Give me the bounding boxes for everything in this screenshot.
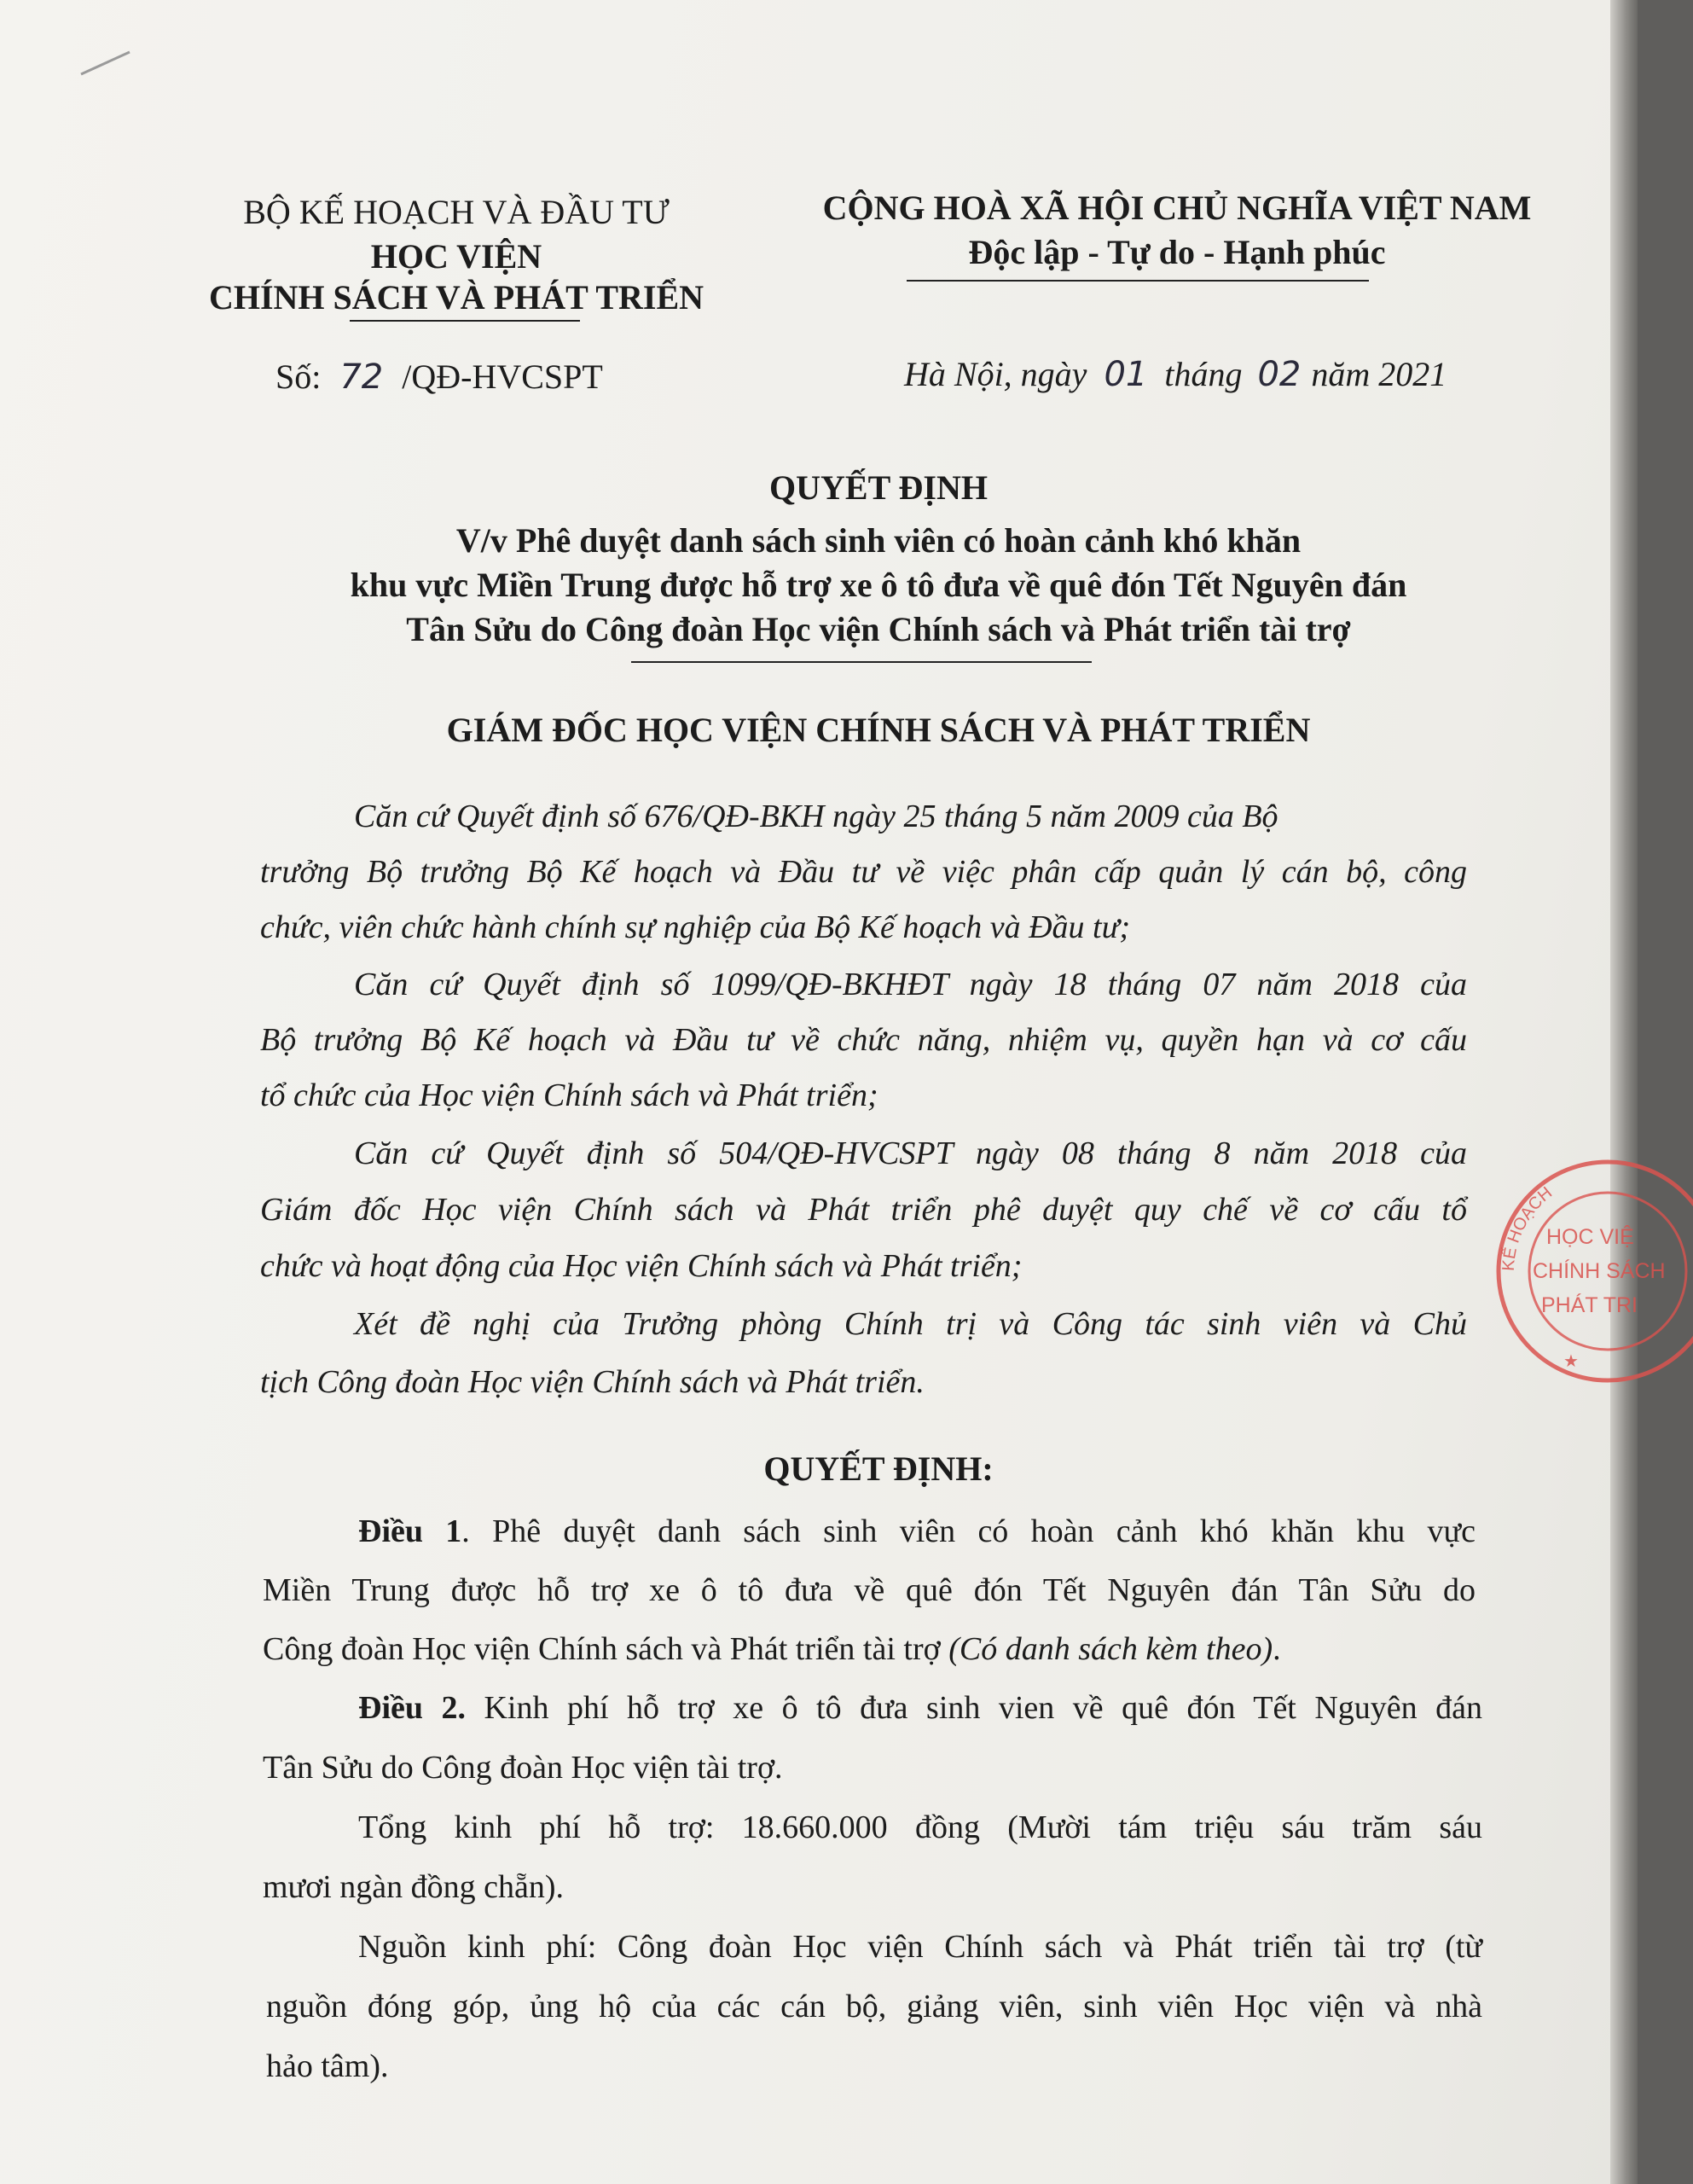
attachment-note: (Có danh sách kèm theo): [948, 1631, 1273, 1667]
article-1-line-1: Điều 1. Phê duyệt danh sách sinh viên có hoàn cảnh khó khăn khu vực: [358, 1513, 1476, 1549]
date-month: 02: [1257, 355, 1302, 394]
subject-line-3: Tân Sửu do Công đoàn Học viện Chính sách và Phát triển tài trợ: [406, 610, 1351, 648]
article-2-line-2: Tân Sửu do Công đoàn Học viện tài trợ.: [263, 1750, 783, 1786]
national-motto: Độc lập - Tự do - Hạnh phúc: [968, 233, 1386, 271]
ministry-name: BỘ KẾ HOẠCH VÀ ĐẦU TƯ: [243, 193, 670, 231]
date-place: Hà Nội, ngày: [904, 355, 1087, 393]
official-seal: [1480, 1143, 1693, 1399]
article-2-label: Điều 2.: [358, 1690, 466, 1726]
preamble-line: trưởng Bộ trưởng Bộ Kế hoạch và Đầu tư về việc phân cấp quản lý cán bộ, công: [260, 854, 1467, 890]
preamble-line: chức và hoạt động của Học viện Chính sách và Phát triển;: [260, 1248, 1023, 1284]
nation-name: CỘNG HOÀ XÃ HỘI CHỦ NGHĨA VIỆT NAM: [822, 189, 1532, 227]
total-funding-line-1: Tổng kinh phí hỗ trợ: 18.660.000 đồng (Mười tám triệu sáu trăm sáu: [358, 1809, 1482, 1845]
funding-source-line-2: nguồn đóng góp, ủng hộ của các cán bộ, giảng viên, sinh viên Học viện và nhà: [266, 1989, 1482, 2024]
institute-name-line1: HỌC VIỆN: [370, 237, 542, 276]
subject-line-1: V/v Phê duyệt danh sách sinh viên có hoàn cảnh khó khăn: [455, 521, 1302, 560]
institute-name-line2: CHÍNH SÁCH VÀ PHÁT TRIỂN: [208, 278, 704, 317]
article-2-line-1: Điều 2. Kinh phí hỗ trợ xe ô tô đưa sinh vien về quê đón Tết Nguyên đán: [358, 1690, 1482, 1726]
subject-line-2: khu vực Miền Trung được hỗ trợ xe ô tô đưa về quê đón Tết Nguyên đán: [350, 566, 1407, 604]
seal-line-3: PHÁT TRI: [1541, 1293, 1638, 1317]
date-month-label: tháng: [1164, 355, 1243, 393]
seal-line-2: CHÍNH SÁCH: [1533, 1259, 1666, 1283]
preamble-line: tịch Công đoàn Học viện Chính sách và Phát triển.: [260, 1364, 925, 1400]
preamble-line: tổ chức của Học viện Chính sách và Phát triển;: [260, 1077, 878, 1113]
institute-underline: [350, 320, 580, 322]
article-1-line-2: Miền Trung được hỗ trợ xe ô tô đưa về quê đón Tết Nguyên đán Tân Sửu do: [263, 1572, 1476, 1608]
handwritten-number: 72: [339, 357, 384, 397]
funding-source-line-1: Nguồn kinh phí: Công đoàn Học viện Chính sách và Phát triển tài trợ (từ: [358, 1929, 1482, 1965]
preamble-line: Bộ trưởng Bộ Kế hoạch và Đầu tư về chức năng, nhiệm vụ, quyền hạn và cơ cấu: [260, 1022, 1467, 1058]
article-1-line-3: Công đoàn Học viện Chính sách và Phát triển tài trợ (Có danh sách kèm theo).: [263, 1631, 1281, 1667]
total-funding-line-2: mươi ngàn đồng chẵn).: [263, 1869, 565, 1905]
preamble-line: Căn cứ Quyết định số 504/QĐ-HVCSPT ngày 08 tháng 8 năm 2018 của: [354, 1136, 1467, 1171]
date-year: năm 2021: [1311, 355, 1447, 393]
place-and-date: [904, 354, 1447, 394]
preamble-line: Căn cứ Quyết định số 676/QĐ-BKH ngày 25 tháng 5 năm 2009 của Bộ: [354, 799, 1278, 834]
preamble-line: Căn cứ Quyết định số 1099/QĐ-BKHĐT ngày 18 tháng 07 năm 2018 của: [354, 967, 1467, 1002]
issuing-authority: GIÁM ĐỐC HỌC VIỆN CHÍNH SÁCH VÀ PHÁT TRIỂN: [446, 711, 1311, 749]
funding-source-line-3: hảo tâm).: [266, 2048, 389, 2084]
number-suffix: /QĐ-HVCSPT: [402, 357, 603, 396]
seal-arc-text: KẾ HOẠCH: [1499, 1183, 1557, 1272]
document-number: [275, 357, 603, 397]
preamble-line: chức, viên chức hành chính sự nghiệp của Bộ Kế hoạch và Đầu tư;: [260, 909, 1130, 945]
preamble-line: Xét đề nghị của Trưởng phòng Chính trị và Công tác sinh viên và Chủ: [354, 1306, 1467, 1342]
decision-title: QUYẾT ĐỊNH: [769, 468, 988, 507]
article-1-label: Điều 1: [358, 1513, 462, 1549]
page-edge-shadow: [1610, 0, 1638, 2184]
pen-mark: [77, 47, 136, 81]
seal-line-1: HỌC VIỆ: [1546, 1225, 1634, 1249]
number-prefix: Số:: [275, 357, 322, 396]
motto-underline: [907, 280, 1369, 282]
preamble-line: Giám đốc Học viện Chính sách và Phát triển phê duyệt quy chế về cơ cấu tổ: [260, 1192, 1467, 1228]
seal-star-icon: ★: [1563, 1350, 1579, 1371]
subject-underline: [631, 661, 1092, 663]
date-day: 01: [1104, 355, 1148, 394]
decision-heading: QUYẾT ĐỊNH:: [763, 1449, 994, 1488]
